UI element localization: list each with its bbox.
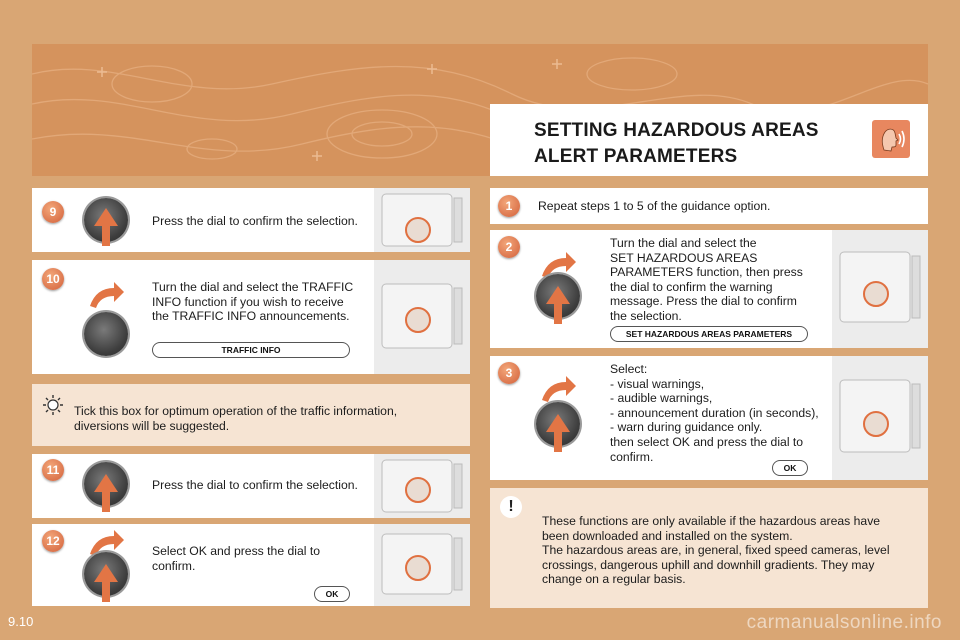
lightbulb-icon <box>42 394 64 416</box>
step-text: Press the dial to confirm the selection. <box>152 478 358 492</box>
step-number-badge: 9 <box>42 201 64 223</box>
step-number-badge: 11 <box>42 459 64 481</box>
radio-panel-icon <box>374 524 470 606</box>
text-line: then select OK and press the dial to <box>610 434 804 449</box>
press-arrow-icon <box>544 282 572 326</box>
turn-arrow-icon <box>86 280 126 310</box>
text-line: the selection. <box>610 308 682 323</box>
press-arrow-icon <box>544 410 572 454</box>
step-text <box>610 236 803 324</box>
text-line: - announcement duration (in seconds), <box>610 405 819 420</box>
text-line: change on a regular basis. <box>542 572 686 587</box>
tip-panel <box>32 384 470 446</box>
text-line: Select: <box>610 362 648 376</box>
text-line: been downloaded and installed on the system. <box>542 528 793 543</box>
step-text: Press the dial to confirm the selection. <box>152 214 358 228</box>
text-line: the TRAFFIC INFO announcements. <box>152 309 350 324</box>
radio-panel-icon <box>374 188 470 252</box>
text-line: the dial to confirm the warning <box>610 279 773 294</box>
step-11-panel <box>32 454 470 518</box>
page-title-line-1: SETTING HAZARDOUS AREAS <box>534 120 819 141</box>
text-line: confirm. <box>610 449 654 464</box>
text-line: Select OK and press the dial to <box>152 544 321 558</box>
step-text <box>152 544 320 573</box>
step-1-panel <box>490 188 928 224</box>
step-10-panel <box>32 260 470 374</box>
text-line: INFO function if you wish to receive <box>152 294 344 309</box>
tip-text <box>74 404 397 433</box>
step-number-badge: 1 <box>498 195 520 217</box>
step-9-panel <box>32 188 470 252</box>
traffic-info-label: TRAFFIC INFO <box>152 342 350 358</box>
text-line: Tick this box for optimum operation of the traffic information, <box>74 404 398 418</box>
step-12-panel <box>32 524 470 606</box>
press-arrow-icon <box>92 560 120 604</box>
radio-panel-icon <box>832 230 928 348</box>
text-line: message. Press the dial to confirm <box>610 294 797 309</box>
page-frame <box>32 44 928 610</box>
step-2-panel <box>490 230 928 348</box>
dial-icon <box>84 312 128 356</box>
ok-label: OK <box>314 586 350 602</box>
press-arrow-icon <box>92 204 120 248</box>
text-line: These functions are only available if the hazardous areas have <box>542 514 881 528</box>
press-arrow-icon <box>92 470 120 514</box>
step-text <box>610 362 819 464</box>
text-line: confirm. <box>152 558 196 573</box>
text-line: PARAMETERS function, then press <box>610 265 803 280</box>
page-number: 9.10 <box>8 614 34 629</box>
text-line: - visual warnings, <box>610 376 705 391</box>
radio-panel-icon <box>374 454 470 518</box>
page-title <box>534 118 819 170</box>
text-line: crossings, dangerous uphill and downhill gradients. They may <box>542 557 875 572</box>
turn-arrow-icon <box>538 374 578 404</box>
step-3-panel <box>490 356 928 480</box>
page-title-line-2: ALERT PARAMETERS <box>534 146 738 167</box>
step-number-badge: 10 <box>42 268 64 290</box>
text-line: diversions will be suggested. <box>74 418 230 433</box>
voice-icon <box>872 120 910 158</box>
radio-panel-icon <box>832 356 928 480</box>
step-number-badge: 12 <box>42 530 64 552</box>
ok-label: OK <box>772 460 808 476</box>
warning-icon: ! <box>500 496 522 518</box>
radio-panel-icon <box>374 260 470 374</box>
step-text: Repeat steps 1 to 5 of the guidance option. <box>538 199 771 213</box>
watermark: carmanualsonline.info <box>746 612 942 633</box>
text-line: The hazardous areas are, in general, fixed speed cameras, level <box>542 543 890 558</box>
step-number-badge: 2 <box>498 236 520 258</box>
text-line: - warn during guidance only. <box>610 420 763 435</box>
title-box <box>490 104 928 176</box>
note-text <box>542 514 890 587</box>
step-text <box>152 280 353 324</box>
step-number-badge: 3 <box>498 362 520 384</box>
text-line: Turn the dial and select the TRAFFIC <box>152 280 354 294</box>
text-line: - audible warnings, <box>610 391 713 406</box>
set-hazardous-areas-parameters-label: SET HAZARDOUS AREAS PARAMETERS <box>610 326 808 342</box>
text-line: Turn the dial and select the <box>610 236 757 250</box>
text-line: SET HAZARDOUS AREAS <box>610 250 758 265</box>
warning-note-panel <box>490 488 928 608</box>
